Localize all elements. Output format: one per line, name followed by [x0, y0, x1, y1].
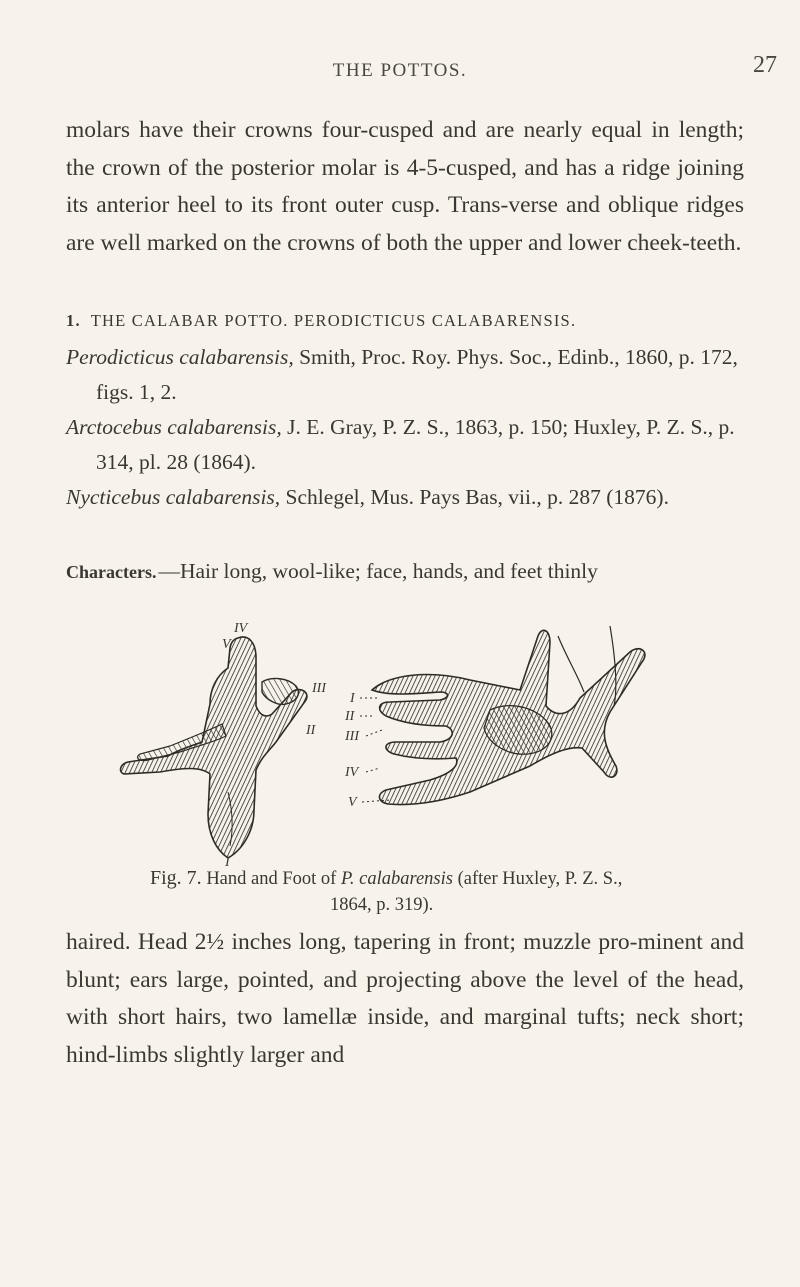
foot-label-iv: IV — [345, 765, 359, 780]
page-number: 27 — [753, 52, 777, 78]
synonym-reference: Smith, Proc. Roy. Phys. Soc., Edinb., 1860, p. 172, figs. 1, 2. — [96, 345, 738, 404]
caption-line-1 — [150, 865, 750, 892]
section-number: 1. — [66, 311, 81, 330]
foot-label-ii: II — [345, 709, 355, 724]
synonym-entry — [66, 480, 756, 515]
characters-line — [66, 554, 756, 590]
foot-label-iii: III — [345, 729, 359, 744]
hand-drawing — [121, 637, 307, 858]
caption-species: P. calabarensis — [340, 869, 453, 889]
synonym-name: Nycticebus calabarensis, — [66, 485, 281, 509]
hand-label-i: I — [225, 855, 230, 866]
caption-reference: (after Huxley, P. Z. S., — [452, 869, 623, 889]
caption-line-2: 1864, p. 319). — [330, 895, 434, 915]
caption-text: Hand and Foot of — [201, 869, 341, 889]
section-heading — [66, 311, 756, 331]
synonym-entry — [66, 340, 756, 410]
closing-paragraph-block — [66, 924, 744, 1074]
foot-label-v: V — [348, 795, 357, 810]
figure-number: Fig. 7. — [150, 867, 202, 889]
synonymy-list — [66, 340, 756, 515]
foot-drawing — [372, 626, 645, 805]
hand-foot-figure — [110, 596, 710, 866]
characters-text: —Hair long, wool-like; face, hands, and feet thinly — [158, 559, 598, 583]
section-title: THE CALABAR POTTO. PERODICTICUS CALABARENSIS. — [90, 311, 577, 330]
characters-label: Characters. — [66, 562, 157, 582]
synonym-reference: J. E. Gray, P. Z. S., 1863, p. 150; Huxley, P. Z. S., p. 314, pl. 28 (1864). — [96, 415, 735, 474]
synonym-entry — [66, 410, 756, 480]
closing-paragraph: haired. Head 2½ inches long, tapering in front; muzzle pro-minent and blunt; ears large, pointed, and projecting above the level of the head, with short hairs, two lamellæ inside, and marginal tufts; neck short; hind-limbs slightly larger and — [66, 929, 744, 1068]
hand-label-iv: IV — [234, 621, 248, 636]
hand-label-ii: II — [306, 723, 316, 738]
hand-label-v: V — [222, 637, 231, 652]
running-title: THE POTTOS. — [332, 60, 468, 81]
foot-label-i: I — [350, 691, 355, 706]
figure-caption — [150, 865, 750, 918]
synonym-name: Arctocebus calabarensis, — [66, 415, 282, 439]
synonym-name: Perodicticus calabarensis, — [66, 345, 294, 369]
synonym-reference: Schlegel, Mus. Pays Bas, vii., p. 287 (1876). — [280, 485, 669, 509]
intro-paragraph: molars have their crowns four-cusped and are nearly equal in length; the crown of the posterior molar is 4-5-cusped, and has a ridge joining its anterior heel to its front outer cusp. Trans-verse and oblique ridges are well marked on the crowns of both the upper and lower cheek-teeth. — [66, 117, 744, 256]
intro-paragraph-block — [66, 112, 744, 262]
hand-label-iii: III — [312, 681, 326, 696]
hand-foot-illustration — [110, 596, 710, 866]
